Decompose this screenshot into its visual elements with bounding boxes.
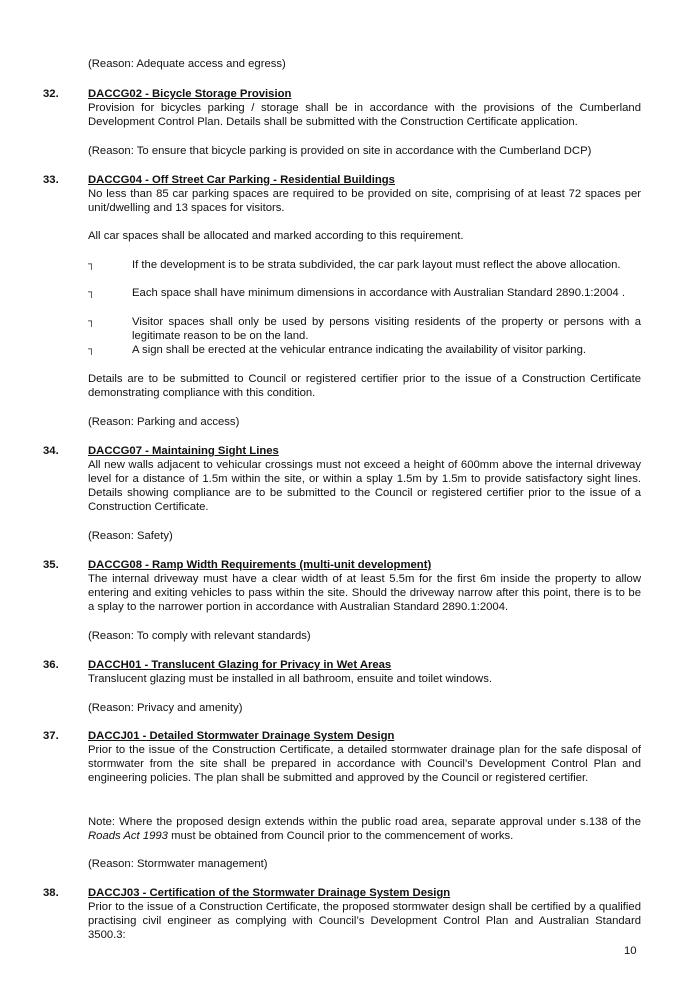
condition-reason: (Reason: Safety) [88,530,173,542]
condition-title: DACCG07 - Maintaining Sight Lines [88,445,279,457]
list-item-text: If the development is to be strata subdivided, the car park layout must reflect the above allocation. [132,259,621,271]
condition-title: DACCJ03 - Certification of the Stormwater Drainage System Design [88,887,451,899]
bullet-icon: ┐ [88,316,96,327]
condition-number: 32. [43,88,59,100]
condition-reason: (Reason: To ensure that bicycle parking is provided on site in accordance with the Cumberland DCP) [88,145,592,157]
bullet-icon: ┐ [88,287,96,298]
condition-title: DACCG02 - Bicycle Storage Provision [88,88,292,100]
list-item-text: A sign shall be erected at the vehicular entrance indicating the availability of visitor parking. [132,344,587,356]
condition-reason: (Reason: Privacy and amenity) [88,702,243,714]
condition-reason: (Reason: Parking and access) [88,416,240,428]
condition-body: No less than 85 car parking spaces are required to be provided on site, comprising of at least 72 spaces per unit/dwelling and 13 spaces for visitors. [88,188,641,214]
list-item-text: Visitor spaces shall only be used by persons visiting residents of the property or persons with a legitimate reason to be on the land. [132,316,641,342]
note-act-name: Roads Act 1993 [88,830,168,842]
condition-body: Prior to the issue of the Construction Certificate, a detailed stormwater drainage plan for the safe disposal of stormwater from the site shall be prepared in accordance with Council’s Development Control Plan and engineering policies. The plan shall be submitted and approved by the Council or registered certifier. [88,744,641,784]
condition-body: Details are to be submitted to Council or registered certifier prior to the issue of a Construction Certificate demonstrating compliance with this condition. [88,373,641,399]
condition-body: All new walls adjacent to vehicular crossings must not exceed a height of 600mm above the internal driveway level for a distance of 1.5m within the site, or within a splay 1.5m by 1.5m to provide satisfactory sight lines. Details showing compliance are to be submitted to the Council or registered certifier prior to the issue of a Construction Certificate. [88,459,641,513]
condition-number: 34. [43,445,59,457]
bullet-icon: ┐ [88,344,96,355]
condition-body: The internal driveway must have a clear width of at least 5.5m for the first 6m inside the property to allow entering and exiting vehicles to pass within the site. Should the driveway narrow after this point, there is to be a splay to the narrower portion in accordance with Australian Standard 2890.1:2004. [88,573,641,613]
condition-number: 35. [43,559,59,571]
condition-body: Prior to the issue of a Construction Certificate, the proposed stormwater design shall be certified by a qualified practising civil engineer as complying with Council’s Development Control Plan and Australian Standard 3500.3: [88,901,641,941]
condition-title: DACCG04 - Off Street Car Parking - Residential Buildings [88,174,395,186]
condition-reason: (Reason: To comply with relevant standards) [88,630,311,642]
page-number: 10 [624,945,637,957]
note-text: Note: Where the proposed design extends within the public road area, separate approval under s.138 of the [88,816,641,828]
condition-title: DACCH01 - Translucent Glazing for Privacy in Wet Areas [88,659,392,671]
condition-title: DACCJ01 - Detailed Stormwater Drainage System Design [88,730,395,742]
condition-body: Translucent glazing must be installed in all bathroom, ensuite and toilet windows. [88,673,492,685]
condition-reason: (Reason: Stormwater management) [88,858,268,870]
condition-number: 33. [43,174,59,186]
condition-body: Provision for bicycles parking / storage shall be in accordance with the provisions of the Cumberland Development Control Plan. Details shall be submitted with the Construction Certificate application. [88,102,641,128]
bullet-icon: ┐ [88,259,96,270]
condition-number: 38. [43,887,59,899]
condition-note [88,815,641,843]
list-item-text: Each space shall have minimum dimensions in accordance with Australian Standard 2890.1:2004 . [132,287,625,299]
note-text: must be obtained from Council prior to the commencement of works. [167,830,514,842]
intro-reason: (Reason: Adequate access and egress) [88,58,286,70]
condition-title: DACCG08 - Ramp Width Requirements (multi-unit development) [88,559,432,571]
condition-number: 37. [43,730,59,742]
condition-body: All car spaces shall be allocated and marked according to this requirement. [88,230,464,242]
condition-number: 36. [43,659,59,671]
